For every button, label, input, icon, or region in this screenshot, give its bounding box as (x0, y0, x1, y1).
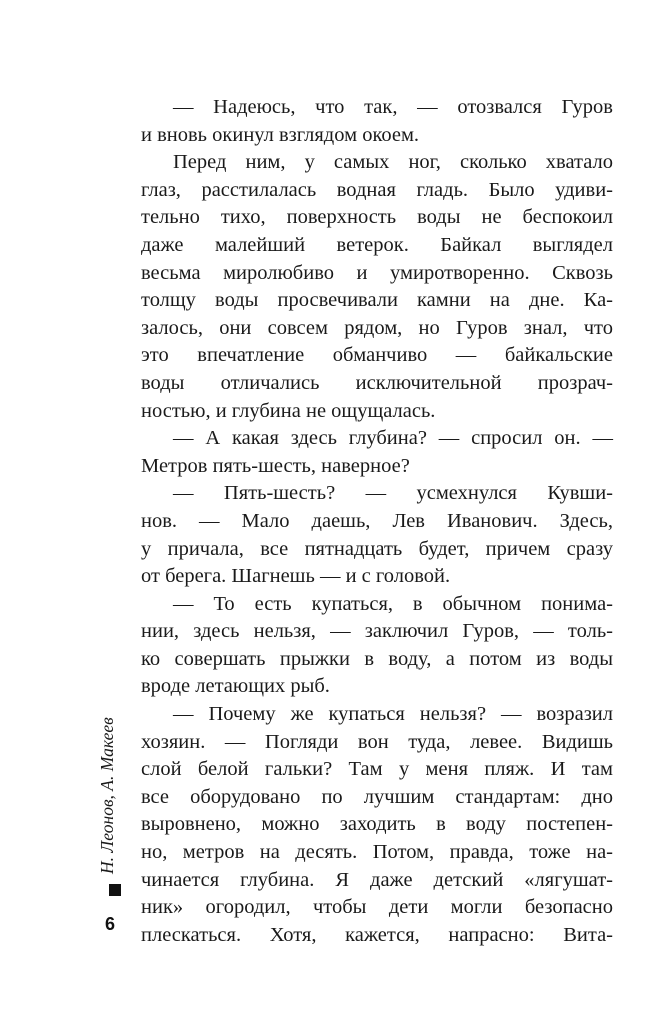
running-head-authors: Н. Леонов, А. Макеев (97, 717, 117, 874)
text-line: Метров пять-шесть, наверное? (141, 454, 410, 477)
text-line: хозяин. — Погляди вон туда, левее. Видишь (141, 730, 613, 753)
text-line: воды отличались исключительной прозрач- (141, 371, 613, 394)
text-line: даже малейший ветерок. Байкал выглядел (141, 233, 613, 256)
text-line: это впечатление обманчиво — байкальские (141, 344, 613, 367)
text-line: все оборудовано по лучшим стандартам: дно (141, 785, 613, 808)
text-line: от берега. Шагнешь — и с головой. (141, 565, 451, 588)
text-line: и вновь окинул взглядом окоем. (141, 123, 420, 146)
text-line: чинается глубина. Я даже детский «лягушат- (141, 868, 613, 891)
text-line: весьма миролюбиво и умиротворенно. Сквозь (141, 261, 613, 284)
text-line: толщу воды просвечивали камни на дне. Ка- (141, 289, 613, 312)
body-text (141, 94, 613, 949)
text-line: у причала, все пятнадцать будет, причем сразу (141, 537, 613, 560)
text-line: ностью, и глубина не ощущалась. (141, 399, 436, 422)
text-line: слой белой гальки? Там у меня пляж. И там (141, 758, 613, 781)
text-line: нии, здесь нельзя, — заключил Гуров, — толь- (141, 620, 613, 643)
text-line: плескаться. Хотя, кажется, напрасно: Вита- (141, 923, 613, 946)
text-line: тельно тихо, поверхность воды не беспокоил (141, 206, 613, 229)
text-line: — Надеюсь, что так, — отозвался Гуров (173, 96, 613, 118)
text-line: нов. — Мало даешь, Лев Иванович. Здесь, (141, 509, 613, 532)
text-line: глаз, расстилалась водная гладь. Было удиви- (141, 178, 613, 201)
text-line: — То есть купаться, в обычном понима- (173, 592, 613, 615)
text-line: ник» огородил, чтобы дети могли безопасно (141, 896, 613, 919)
text-line: но, метров на десять. Потом, правда, тоже на- (141, 841, 613, 864)
text-line: вроде летающих рыб. (141, 675, 330, 698)
text-line: ко совершать прыжки в воду, а потом из воды (141, 647, 613, 670)
text-line: залось, они совсем рядом, но Гуров знал, что (141, 316, 613, 339)
text-line: выровнено, можно заходить в воду постепен- (141, 813, 613, 836)
text-line: — Пять-шесть? — усмехнулся Кувши- (173, 482, 613, 505)
page-number: 6 (105, 914, 116, 934)
text-line: — А какая здесь глубина? — спросил он. — (173, 427, 613, 450)
square-marker (109, 884, 121, 896)
text-line: Перед ним, у самых ног, сколько хватало (173, 151, 613, 174)
text-line: — Почему же купаться нельзя? — возразил (173, 703, 613, 726)
